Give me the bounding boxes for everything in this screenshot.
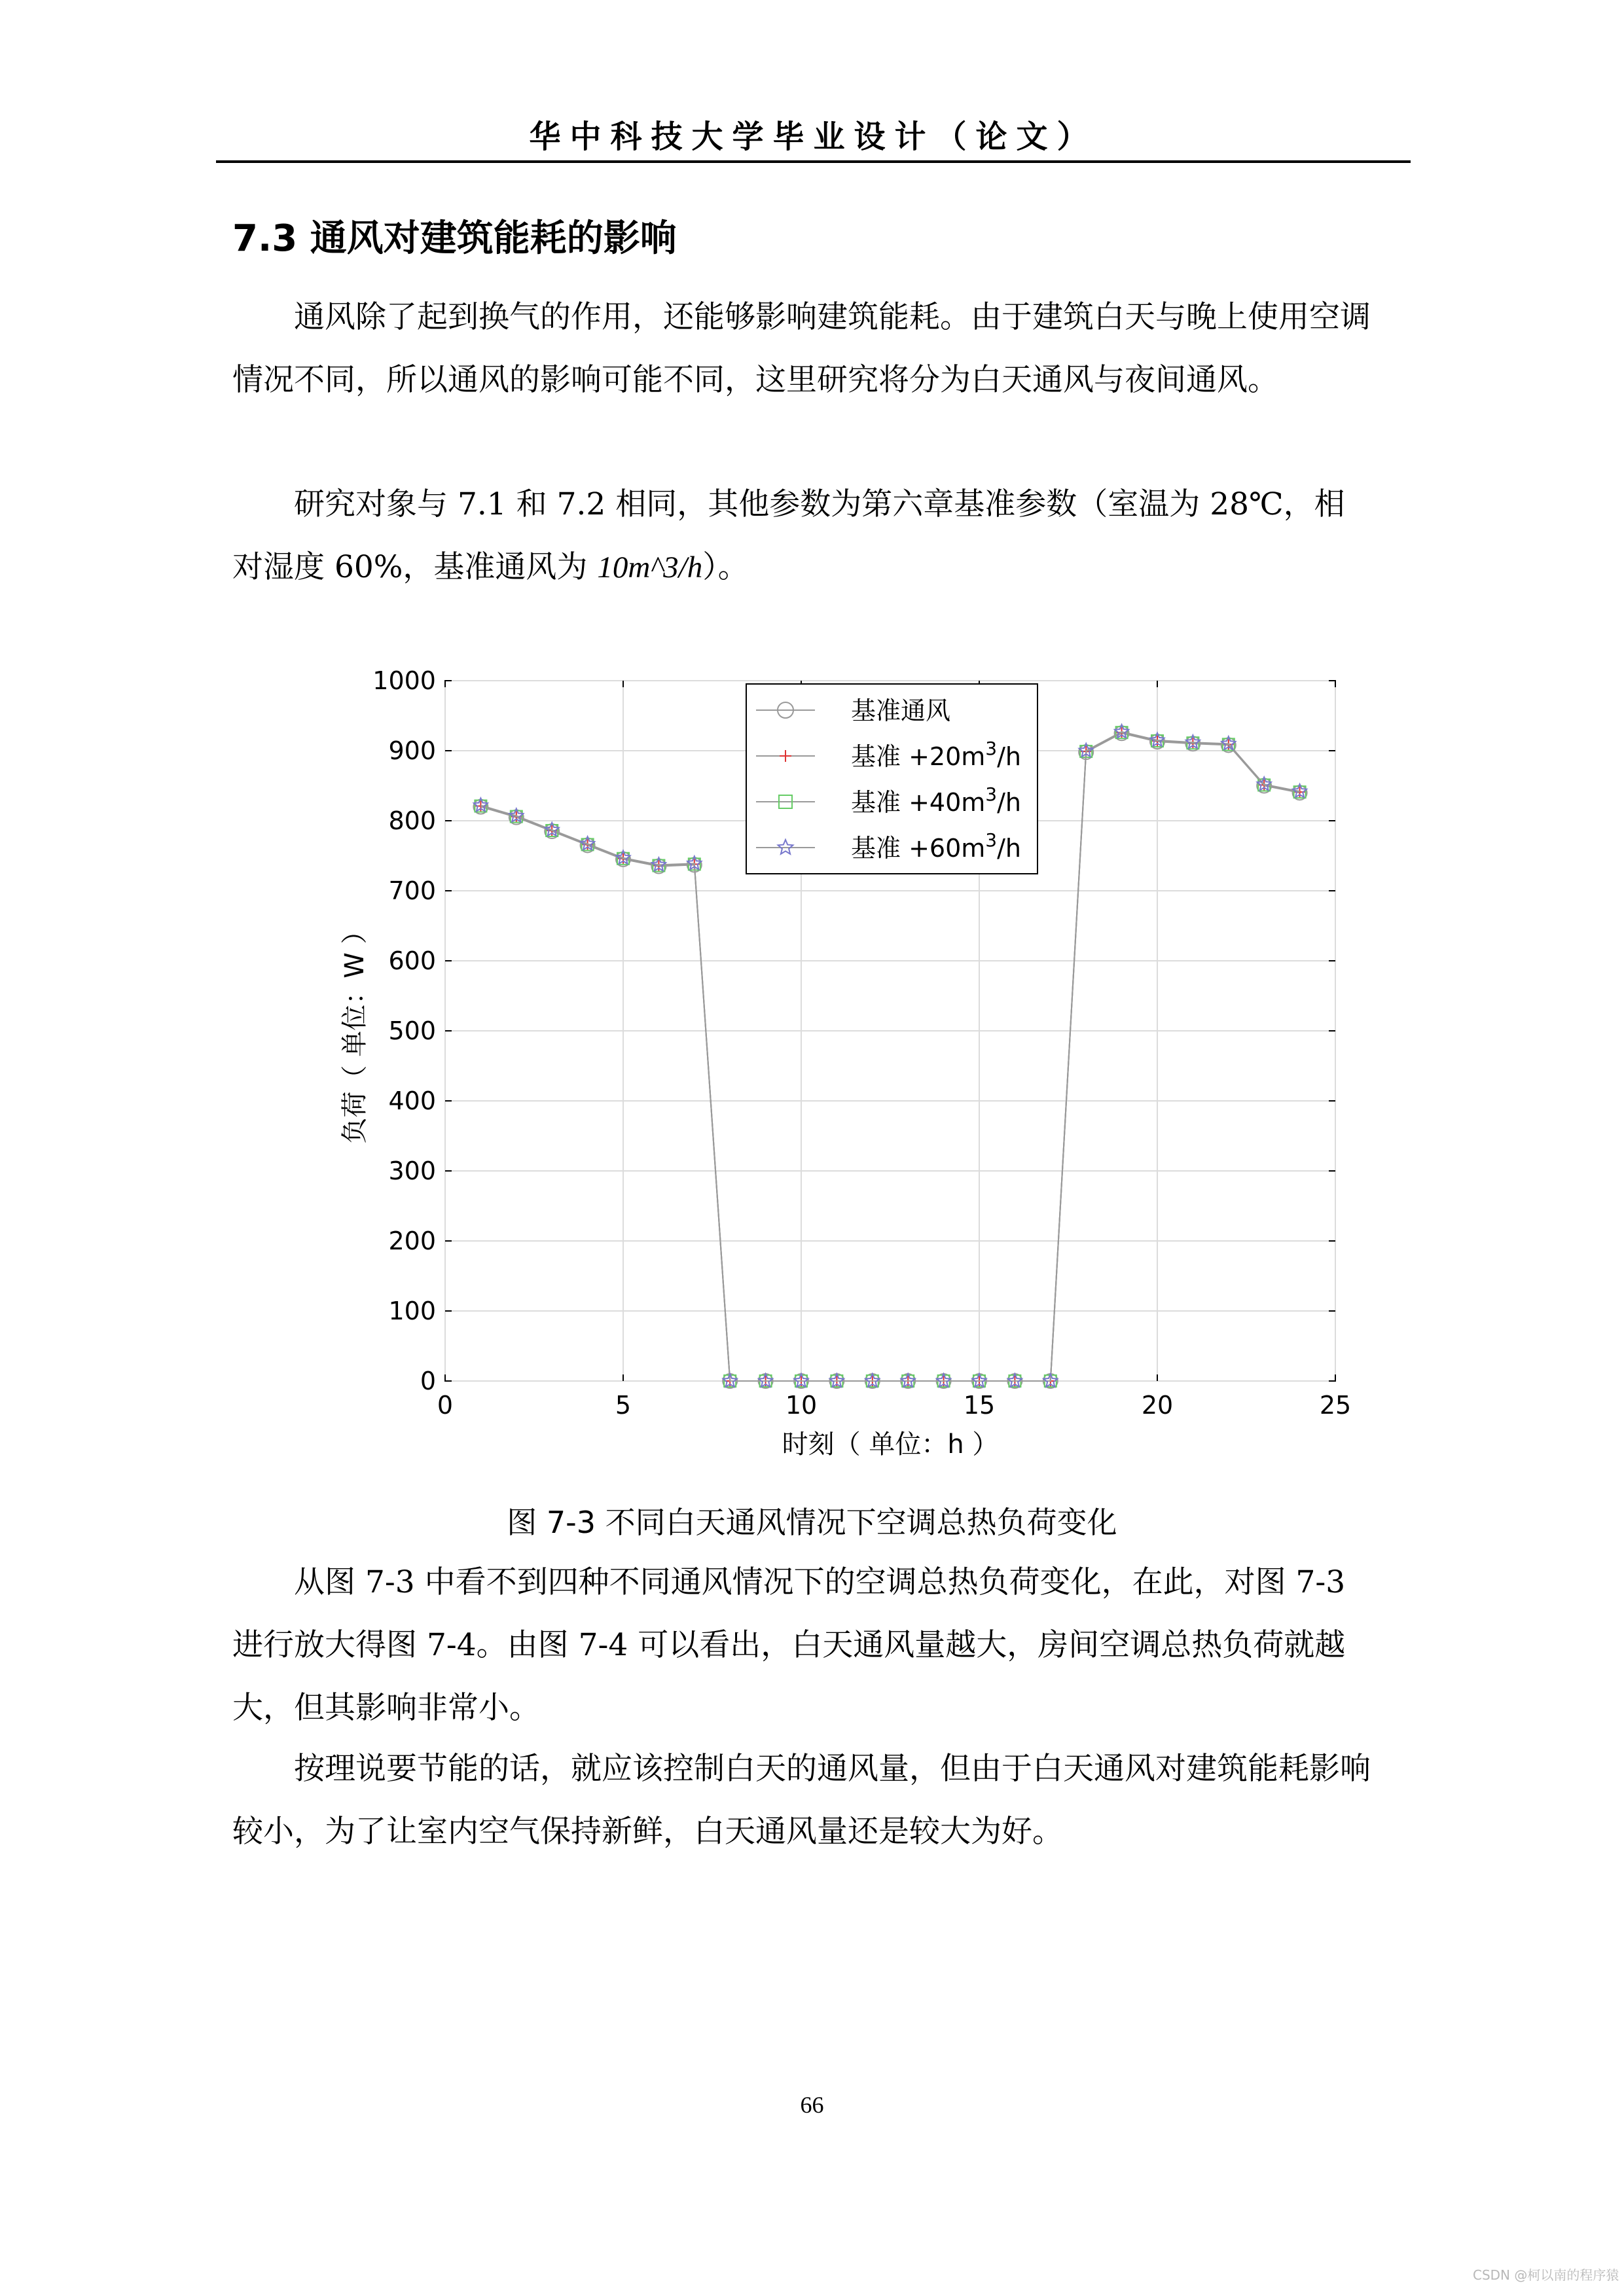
y-tick-label: 300 — [388, 1157, 436, 1185]
paragraph-4: 按理说要节能的话，就应该控制白天的通风量，但由于白天通风对建筑能耗影响较小，为了让室内空气保持新鲜，白天通风量还是较大为好。 — [232, 1751, 1371, 1850]
y-tick-label: 500 — [388, 1016, 436, 1045]
legend-superscript: 3 — [985, 783, 998, 805]
legend-entry — [851, 696, 950, 725]
legend — [746, 684, 1038, 874]
legend-label: 基准 +60m — [851, 834, 986, 863]
legend-suffix: /h — [997, 742, 1022, 771]
legend-label: 基准通风 — [851, 696, 951, 725]
x-tick-label: 15 — [963, 1391, 996, 1420]
y-tick-label: 200 — [388, 1227, 436, 1255]
y-axis-label: 负荷（ 单位：W ） — [340, 918, 370, 1144]
y-tick-label: 800 — [388, 806, 436, 835]
running-header: 华中科技大学毕业设计（论文） — [529, 118, 1098, 155]
x-tick-label: 20 — [1141, 1391, 1174, 1420]
legend-superscript: 3 — [985, 738, 998, 759]
y-tick-label: 600 — [388, 946, 436, 975]
y-tick-label: 0 — [420, 1367, 436, 1395]
watermark: CSDN @柯以南的程序猿 — [1473, 2267, 1619, 2283]
paragraph-2-italic: 10m^3/h — [597, 550, 703, 584]
paragraph-2-end: ）。 — [702, 549, 749, 585]
paragraph-3: 从图 7-3 中看不到四种不同通风情况下的空调总热负荷变化，在此，对图 7-3 进行放大得图 7-4。由图 7-4 可以看出，白天通风量越大，房间空调总热负荷就越大，但其影响非常小。 — [232, 1564, 1346, 1726]
x-axis-label: 时刻（ 单位：h ） — [782, 1429, 999, 1460]
y-tick-label: 1000 — [372, 666, 436, 695]
legend-label: 基准 +20m — [851, 742, 986, 771]
legend-label: 基准 +40m — [851, 788, 986, 817]
paragraph-2-text: 研究对象与 7.1 和 7.2 相同，其他参数为第六章基准参数（室温为 28℃，相对湿度 60%，基准通风为 — [232, 486, 1345, 585]
y-tick-label: 700 — [388, 876, 436, 905]
y-tick-label: 900 — [388, 736, 436, 765]
legend-suffix: /h — [997, 834, 1022, 863]
paragraph-1: 通风除了起到换气的作用，还能够影响建筑能耗。由于建筑白天与晚上使用空调情况不同，所以通风的影响可能不同，这里研究将分为白天通风与夜间通风。 — [232, 299, 1371, 398]
x-tick-label: 10 — [785, 1391, 818, 1420]
y-tick-label: 100 — [388, 1297, 436, 1325]
x-tick-label: 0 — [437, 1391, 454, 1420]
x-tick-label: 25 — [1319, 1391, 1352, 1420]
legend-superscript: 3 — [985, 829, 998, 851]
figure-caption: 图 7-3 不同白天通风情况下空调总热负荷变化 — [507, 1505, 1117, 1540]
page-number: 66 — [800, 2092, 824, 2118]
section-title: 7.3 通风对建筑能耗的影响 — [232, 217, 677, 260]
y-tick-label: 400 — [388, 1086, 436, 1115]
x-tick-label: 5 — [615, 1391, 632, 1420]
legend-suffix: /h — [997, 788, 1022, 817]
